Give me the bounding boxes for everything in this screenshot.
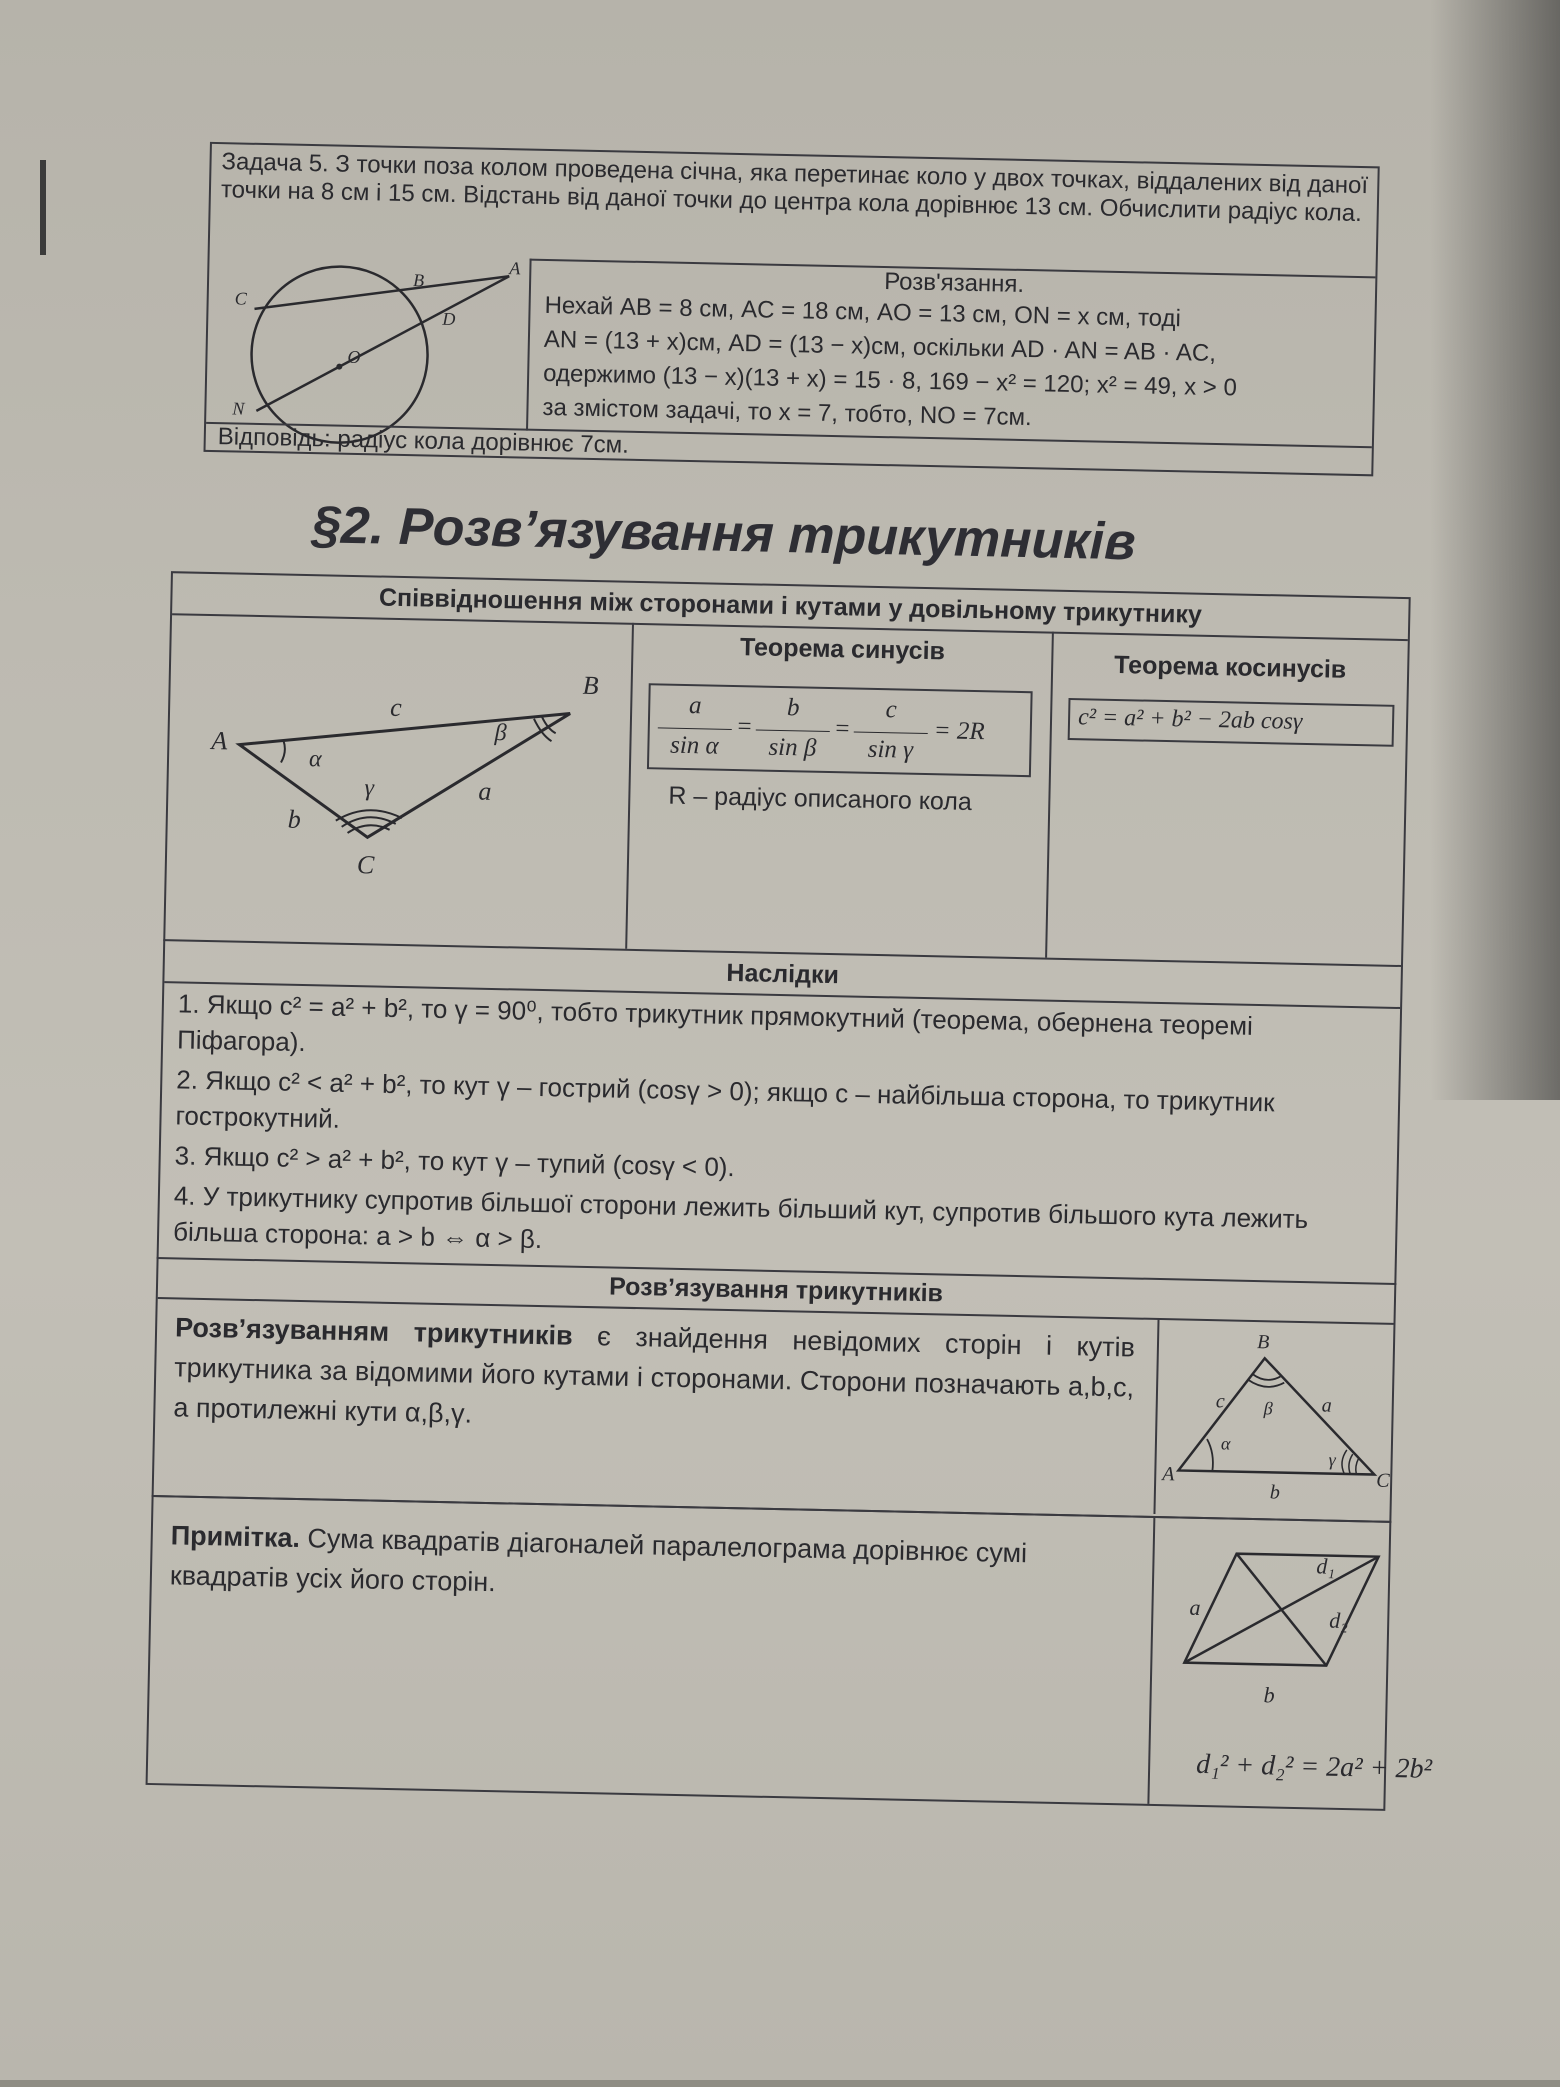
eq-2: =: [833, 715, 851, 743]
tri1-label-gamma: γ: [364, 775, 375, 802]
tri2-label-c: c: [1215, 1390, 1225, 1413]
solving-definition: [173, 1307, 1135, 1447]
task5-statement: [221, 148, 1372, 228]
col-divider-1: [625, 623, 634, 949]
tri2-label-a: a: [1321, 1394, 1332, 1417]
circle: [250, 265, 430, 445]
label-d2: d₂: [1329, 1607, 1349, 1634]
parallelogram-note: [170, 1515, 1131, 1615]
label-O: O: [347, 346, 361, 368]
label-A: A: [509, 258, 521, 279]
solution-line-3: одержимо (13 − x)(13 + x) = 15 · 8, 169 − x² = 120; x² = 49, x > 0: [542, 359, 1238, 402]
tri2-label-b: b: [1269, 1481, 1281, 1504]
solution-line-1: Нехай AB = 8 см, AC = 18 см, AO = 13 см, ON = x см, тоді: [544, 291, 1182, 333]
parallelogram-formula: d₁² + d₂² = 2a² + 2b²: [1195, 1748, 1433, 1785]
consequence-2: 2. Якщо c² < a² + b², то кут γ – гострий (cosγ > 0); якщо c – найбільша сторона, то трикутник гострокутний.: [175, 1064, 1275, 1134]
frac2-bar: [756, 729, 830, 732]
tri2-label-gamma: γ: [1328, 1449, 1336, 1470]
relations-header: Співвідношення між сторонами і кутами у довільному трикутнику: [378, 583, 1203, 629]
task5-text: З точки поза колом проведена січна, яка перетинає коло у двох точках, віддалених від даної точки на 8 см і 15 см. Відстань від даної точки до центра кола дорівнює 13 см. Обчислити радіус кола.: [220, 150, 1369, 228]
tri2-beta-arc-1: [1252, 1374, 1280, 1380]
page-shadow: [1430, 0, 1560, 1100]
consequences-block: [157, 939, 1403, 1285]
tri2-alpha-arc: [1206, 1439, 1213, 1471]
frac3-num: c: [885, 696, 898, 724]
task5-solution: [526, 259, 1375, 449]
relations-table: [163, 571, 1410, 967]
tri1-label-B: B: [582, 670, 599, 701]
label-d1: d₁: [1316, 1553, 1336, 1579]
parallelogram-figure: [1151, 1522, 1433, 1807]
consequence-1: 1. Якщо c² = a² + b², то γ = 90⁰, тобто трикутник прямокутний (теорема, обернена теоремі Піфагора).: [176, 988, 1254, 1058]
solving-bold-term: Розв’язуванням трикутників: [174, 1312, 573, 1351]
label-B: B: [412, 270, 425, 291]
cosine-theorem-title: Теорема косинусів: [1113, 650, 1347, 684]
frac3-bar: [854, 731, 928, 734]
frac1-den: sin α: [669, 731, 720, 760]
tri2-gamma-arc-3: [1356, 1458, 1359, 1474]
frac2-num: b: [786, 694, 800, 722]
diagonal-d2: [1234, 1554, 1328, 1666]
note-label: Примітка.: [170, 1520, 301, 1554]
solving-block: [152, 1257, 1397, 1523]
tri1-label-alpha: α: [308, 746, 322, 773]
tri2-gamma-arc-2: [1349, 1454, 1353, 1474]
tri1-label-beta: β: [494, 719, 507, 747]
sine-rhs: = 2R: [933, 717, 985, 746]
label-a: a: [1189, 1594, 1201, 1620]
triangle-abc-figure: [186, 634, 621, 893]
tri2-gamma-arc-1: [1342, 1450, 1347, 1474]
tri1-label-C: C: [356, 850, 375, 880]
consequences-header: Наслідки: [726, 958, 840, 990]
solving-text: є знайдення невідомих сторін і кутів трикутника за відомими його кутами і сторонами. Сторони позначають a,b,c, а протилежні кути α,β,γ.: [173, 1320, 1136, 1429]
cosine-formula: c² = a² + b² − 2ab cosγ: [1077, 704, 1303, 735]
consequence-3: 3. Якщо c² > a² + b², то кут γ – тупий (cosγ < 0).: [174, 1140, 736, 1183]
solving-header: Розв’язування трикутників: [608, 1272, 944, 1308]
sine-note: R – радіус описаного кола: [668, 781, 973, 816]
sine-theorem-title: Теорема синусів: [739, 633, 946, 666]
sine-formula: [657, 691, 1025, 775]
label-D: D: [442, 308, 456, 330]
solution-line-4: за змістом задачі, то x = 7, тобто, NO = 7см.: [542, 393, 1032, 432]
tri2-label-B: B: [1256, 1331, 1270, 1354]
task5-answer: Відповідь: радіус кола дорівнює 7см.: [217, 423, 630, 459]
tri2-label-A: A: [1162, 1463, 1175, 1486]
note-text: Сума квадратів діагоналей паралелограма дорівнює сумі квадратів усіх його сторін.: [169, 1523, 1028, 1598]
label-C: C: [234, 288, 247, 309]
label-b: b: [1263, 1682, 1275, 1708]
tri1-label-A: A: [211, 726, 228, 756]
section-title: §2. Розв’язування трикутників: [311, 496, 1137, 572]
task5-box: [203, 142, 1379, 476]
pen-mark: [40, 160, 46, 255]
tri2-beta-arc-2: [1248, 1380, 1284, 1387]
sine-formula-box: [647, 683, 1033, 777]
angle-alpha-arc: [281, 741, 285, 763]
frac1-num: a: [688, 692, 702, 720]
note-block: [146, 1495, 1433, 1811]
frac2-den: sin β: [768, 733, 817, 762]
tri1-label-c: c: [389, 692, 403, 723]
textbook-page: [80, 140, 1450, 2087]
frac3-den: sin γ: [867, 735, 914, 764]
tri2-label-beta: β: [1263, 1398, 1273, 1419]
cosine-formula-box: [1068, 698, 1395, 747]
triangle-abc-2-figure: [1158, 1320, 1394, 1515]
task5-title: Задача 5.: [221, 148, 330, 178]
triangle-abc-2: [1178, 1356, 1376, 1474]
tri2-label-alpha: α: [1220, 1433, 1231, 1454]
tri1-label-a: a: [478, 776, 492, 806]
tri1-label-b: b: [287, 804, 302, 834]
tri2-label-C: C: [1375, 1469, 1390, 1492]
solution-line-2: AN = (13 + x)см, AD = (13 − x)см, оскільки AD · AN = AB · AC,: [543, 325, 1217, 367]
label-N: N: [232, 398, 245, 419]
consequence-4: 4. У трикутнику супротив більшої сторони лежить більший кут, супротив більшого кута лежить більша сторона: a > b ⇔ α > β.: [172, 1180, 1309, 1255]
eq-1: =: [735, 713, 754, 741]
solution-heading: Розв'язання.: [883, 268, 1025, 298]
frac1-bar: [658, 727, 732, 730]
